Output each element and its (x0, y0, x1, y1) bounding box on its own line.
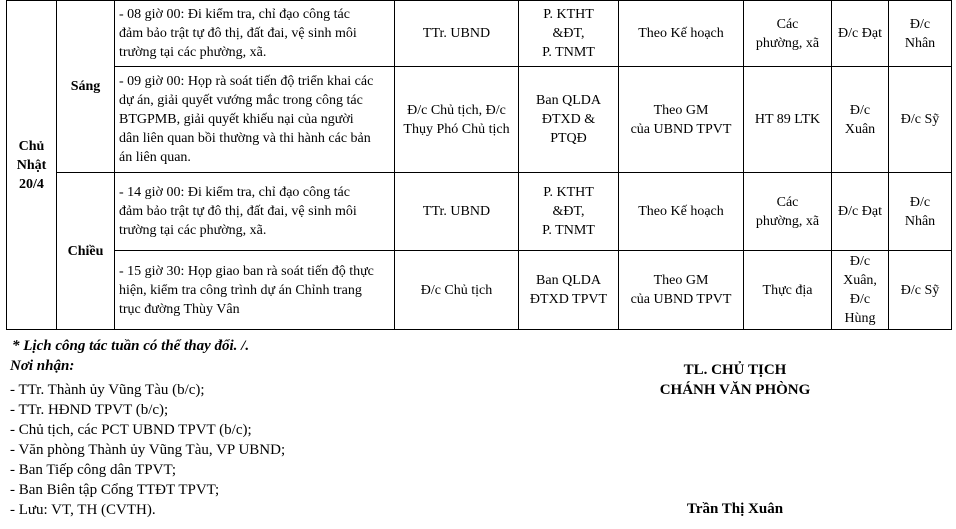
period-afternoon: Chiều (57, 173, 115, 330)
table-row (7, 173, 952, 251)
table-row (7, 251, 952, 330)
task-cell: - 14 giờ 00: Đi kiểm tra, chỉ đạo công tác đảm bảo trật tự đô thị, đất đai, vệ sinh môi trường tại các phường, xã. (115, 173, 395, 251)
recipient-item: - Văn phòng Thành ủy Vũng Tàu, VP UBND; (10, 442, 286, 458)
table-row (7, 1, 952, 67)
driver-cell: Đ/c Xuân, Đ/c Hùng (832, 251, 889, 330)
reporter-cell: Đ/c Sỹ (889, 67, 952, 173)
schedule-note: * Lịch công tác tuần có thể thay đổi. /. (12, 338, 250, 354)
lead-cell: TTr. UBND (395, 173, 519, 251)
driver-cell: Đ/c Xuân (832, 67, 889, 173)
task-cell: - 09 giờ 00: Họp rà soát tiến độ triển khai các dự án, giải quyết vướng mắc trong công tác BTGPMB, giải quyết khiếu nại của người dân liên quan bồi thường và thi hành các bản án liên quan. (115, 67, 395, 173)
prep-cell: Ban QLDA ĐTXD & PTQĐ (519, 67, 619, 173)
task-cell: - 08 giờ 00: Đi kiểm tra, chỉ đạo công tác đảm bảo trật tự đô thị, đất đai, vệ sinh môi trường tại các phường, xã. (115, 1, 395, 67)
reporter-cell: Đ/c Nhân (889, 1, 952, 67)
lead-cell: Đ/c Chủ tịch (395, 251, 519, 330)
table-row (7, 67, 952, 173)
lead-cell: Đ/c Chủ tịch, Đ/c Thụy Phó Chủ tịch (395, 67, 519, 173)
schedule-table (6, 0, 952, 330)
recipient-item: - TTr. Thành ủy Vũng Tàu (b/c); (10, 382, 205, 398)
recipient-item: - Ban Tiếp công dân TPVT; (10, 462, 176, 478)
recipient-item: - TTr. HĐND TPVT (b/c); (10, 402, 169, 418)
prep-cell: P. KTHT &ĐT, P. TNMT (519, 173, 619, 251)
location-cell: Thực địa (744, 251, 832, 330)
period-morning: Sáng (57, 1, 115, 173)
location-cell: Các phường, xã (744, 173, 832, 251)
driver-cell: Đ/c Đạt (832, 1, 889, 67)
lead-cell: TTr. UBND (395, 1, 519, 67)
recipient-item: - Chủ tịch, các PCT UBND TPVT (b/c); (10, 422, 252, 438)
reporter-cell: Đ/c Nhân (889, 173, 952, 251)
recipient-item: - Lưu: VT, TH (CVTH). (10, 502, 156, 518)
recipients-list (10, 380, 285, 520)
location-cell: Các phường, xã (744, 1, 832, 67)
reporter-cell: Đ/c Sỹ (889, 251, 952, 330)
component-cell: Theo GM của UBND TPVT (619, 67, 744, 173)
prep-cell: Ban QLDA ĐTXD TPVT (519, 251, 619, 330)
signature-block (635, 360, 835, 400)
signature-position: CHÁNH VĂN PHÒNG (659, 382, 811, 398)
component-cell: Theo GM của UBND TPVT (619, 251, 744, 330)
signature-title: TL. CHỦ TỊCH (683, 362, 787, 378)
location-cell: HT 89 LTK (744, 67, 832, 173)
recipients-title: Nơi nhận: (10, 358, 75, 374)
signer-name: Trần Thị Xuân (686, 501, 784, 517)
component-cell: Theo Kế hoạch (619, 173, 744, 251)
day-cell: Chủ Nhật 20/4 (7, 1, 57, 330)
prep-cell: P. KTHT &ĐT, P. TNMT (519, 1, 619, 67)
driver-cell: Đ/c Đạt (832, 173, 889, 251)
component-cell: Theo Kế hoạch (619, 1, 744, 67)
recipient-item: - Ban Biên tập Cổng TTĐT TPVT; (10, 482, 220, 498)
task-cell: - 15 giờ 30: Họp giao ban rà soát tiến độ thực hiện, kiểm tra công trình dự án Chỉnh trang trục đường Thùy Vân (115, 251, 395, 330)
